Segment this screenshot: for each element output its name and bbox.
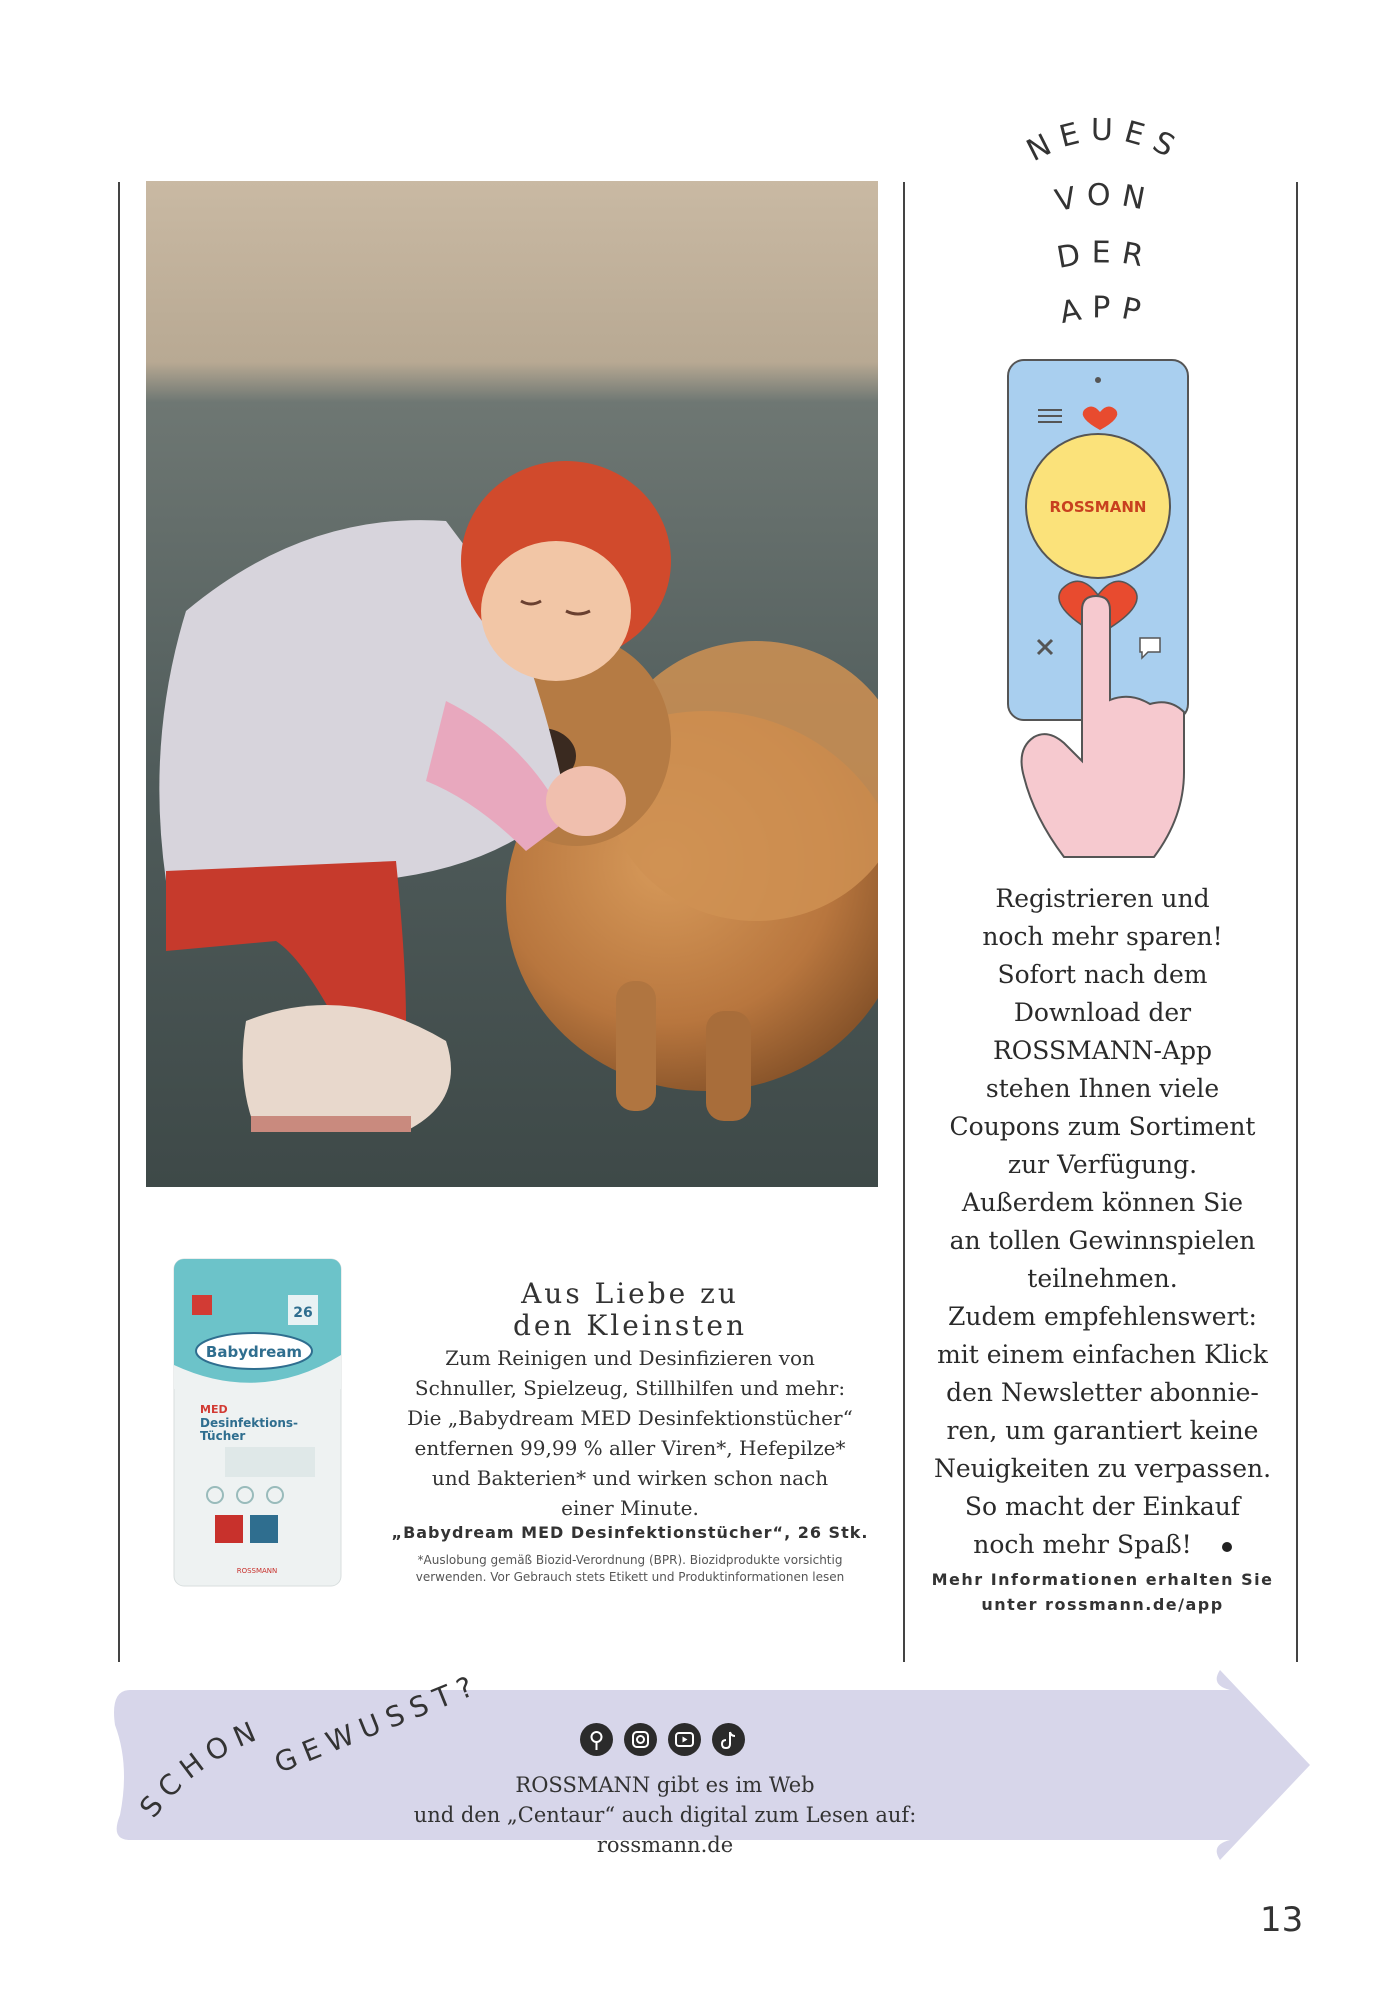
article-body-line: einer Minute. [561,1496,699,1520]
gewusst-label: GEWUSST? [269,1667,486,1780]
end-dot-icon [1222,1542,1232,1552]
app-text-line-last [925,1526,1280,1564]
app-text-line: teilnehmen. [1027,1264,1178,1293]
app-text-line: Download der [1013,998,1192,1027]
app-text-line: an tollen Gewinnspielen [949,1226,1256,1255]
app-text-line: stehen Ihnen viele [985,1074,1220,1103]
app-more-line: unter rossmann.de/app [981,1595,1224,1614]
article-body-line: und Bakterien* und wirken schon nach [431,1466,829,1490]
schon-label: SCHON [133,1712,268,1824]
app-promo-text [925,880,1280,1564]
page-number: 13 [1260,1900,1304,1940]
banner-text [360,1770,970,1860]
article-body-line: entfernen 99,99 % aller Viren*, Hefepilze* [414,1436,846,1460]
tiktok-icon[interactable] [712,1723,745,1756]
app-text-line: Coupons zum Sortiment [949,1112,1256,1141]
child-hugging-dog-photo [146,181,878,1187]
instagram-icon[interactable] [624,1723,657,1756]
app-text-line: ROSSMANN-App [992,1036,1213,1065]
headline-neues: NEUES [1021,112,1189,170]
phone-icon [1008,360,1188,857]
app-more-info [925,1567,1280,1617]
app-text-line: So macht der Einkauf [964,1492,1241,1521]
app-text-line: Sofort nach dem [997,960,1208,989]
middle-divider [903,182,905,1662]
headline-von: VON [1052,177,1158,220]
app-text-line: mit einem einfachen Klick [937,1340,1268,1369]
app-promo-graphic [990,110,1220,870]
headline-der: DER [1054,235,1156,276]
product-name: „Babydream MED Desinfektionstücher“, 26 Stk. [391,1523,869,1542]
svg-text:Tücher: Tücher [200,1429,246,1443]
article-body-line: Zum Reinigen und Desinfizieren von [445,1346,815,1370]
social-icons [580,1723,745,1756]
app-text-line: ren, um garantiert keine [946,1416,1259,1445]
right-divider [1296,182,1298,1662]
app-text-line: Neuigkeiten zu verpassen. [933,1454,1272,1483]
article-footnote [400,1552,860,1586]
app-text-line: Außerdem können Sie [961,1188,1244,1217]
app-text-line: den Newsletter abonnie- [946,1378,1259,1407]
app-more-line: Mehr Informationen erhalten Sie [931,1570,1274,1589]
app-text-line: Zudem empfehlenswert: [948,1302,1257,1331]
article-title-line: den Kleinsten [512,1309,748,1342]
svg-text:26: 26 [293,1305,313,1321]
footnote-line: verwenden. Vor Gebrauch stets Etikett und Produktinformationen lesen [415,1570,845,1584]
youtube-icon[interactable] [668,1723,701,1756]
app-text-line: zur Verfügung. [1007,1150,1198,1179]
article-body-line: Die „Babydream MED Desinfektionstücher“ [407,1406,853,1430]
svg-text:MED: MED [200,1403,228,1416]
article-body [395,1343,865,1523]
babydream-product-pack [170,1255,345,1590]
banner-line: und den „Centaur“ auch digital zum Lesen auf: rossmann.de [413,1803,917,1857]
app-text-line: noch mehr Spaß! [973,1530,1192,1559]
banner-line: ROSSMANN gibt es im Web [515,1773,815,1797]
app-text-line: noch mehr sparen! [982,922,1223,951]
svg-text:ROSSMANN: ROSSMANN [236,1567,278,1575]
left-divider [118,182,120,1662]
app-text-line: Registrieren und [995,884,1210,913]
svg-text:Desinfektions-: Desinfektions- [200,1416,298,1430]
article-body-line: Schnuller, Spielzeug, Stillhilfen und mehr: [414,1376,846,1400]
podcast-icon[interactable] [580,1723,613,1756]
svg-text:Babydream: Babydream [205,1343,303,1361]
rossmann-logo: ROSSMANN [1049,498,1147,516]
article-title [455,1278,805,1342]
footnote-line: *Auslobung gemäß Biozid-Verordnung (BPR). Biozidprodukte vorsichtig [417,1553,843,1567]
headline-app: APP [1056,290,1154,332]
article-title-line: Aus Liebe zu [521,1277,739,1310]
